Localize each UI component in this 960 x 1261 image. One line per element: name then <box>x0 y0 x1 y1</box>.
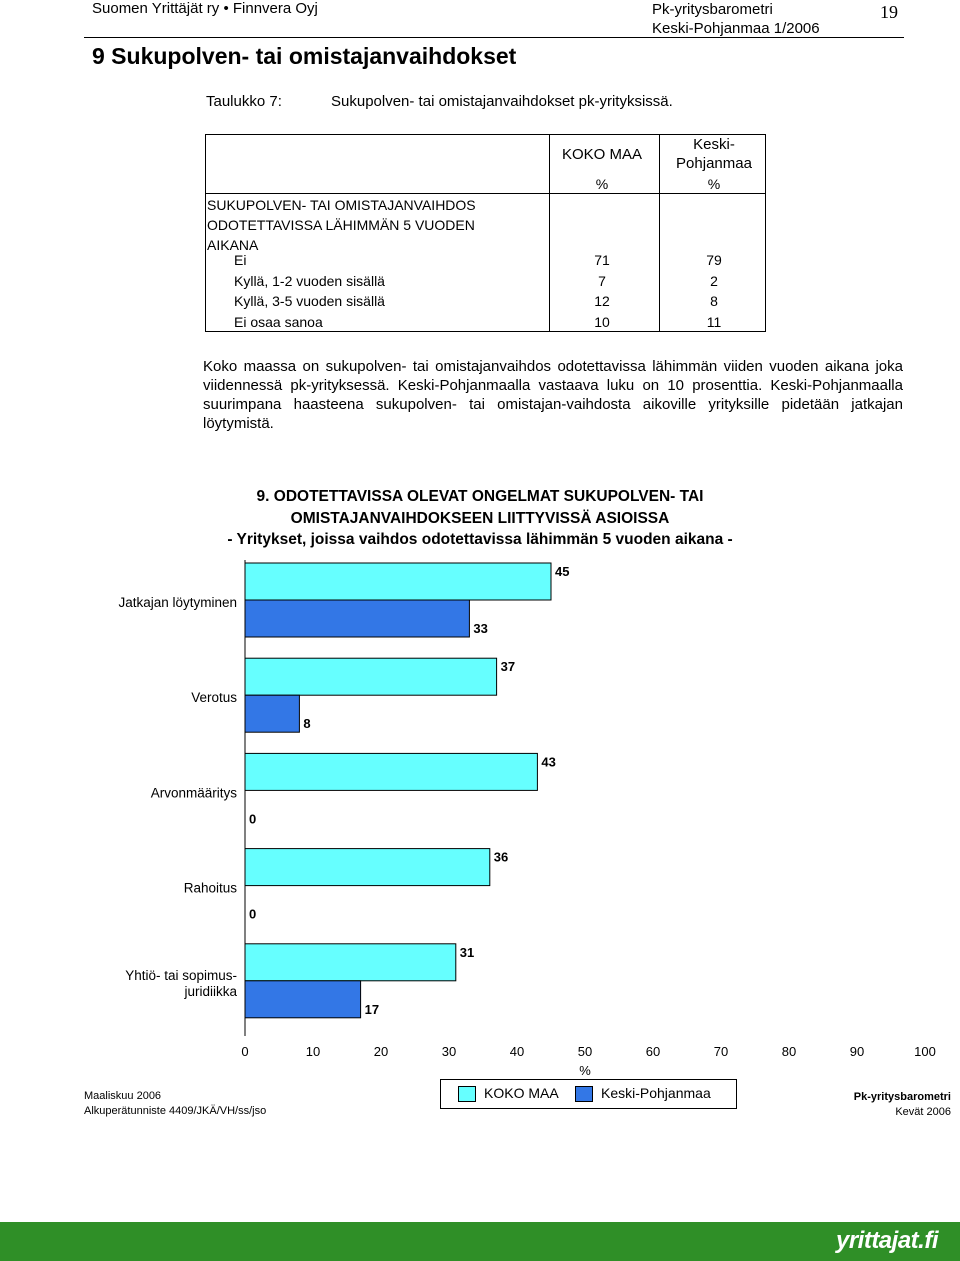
chart-subtitle: - Yritykset, joissa vaihdos odotettavissa lähimmän 5 vuoden aikana - <box>227 531 733 548</box>
x-tick-label: 60 <box>645 1044 661 1059</box>
header-publication <box>652 0 820 38</box>
x-tick-label: 50 <box>577 1044 593 1059</box>
chart-legend <box>440 1079 737 1109</box>
header-divider <box>84 37 904 38</box>
table-group-line: SUKUPOLVEN- TAI OMISTAJANVAIHDOS <box>207 197 476 213</box>
table-row-label: Ei <box>234 252 247 268</box>
table-col-header-koko-maa: KOKO MAA <box>561 146 643 163</box>
category-label: Arvonmääritys <box>150 785 237 801</box>
x-tick-label: 0 <box>241 1044 249 1059</box>
bar <box>245 695 299 732</box>
legend-label-koko-maa: KOKO MAA <box>484 1085 559 1101</box>
table-unit: % <box>595 176 609 192</box>
table-row-label: Kyllä, 3-5 vuoden sisällä <box>234 293 385 309</box>
chart-title-line: 9. ODOTETTAVISSA OLEVAT ONGELMAT SUKUPOLVEN- TAI <box>256 488 704 505</box>
data-label: 0 <box>249 811 257 827</box>
table-caption: Sukupolven- tai omistajanvaihdokset pk-yrityksissä. <box>331 93 673 110</box>
header-publisher: Suomen Yrittäjät ry • Finnvera Oyj <box>92 0 318 17</box>
table-cell: 10 <box>594 314 610 330</box>
legend-swatch-keski-pohjanmaa <box>575 1086 593 1102</box>
category-label: Verotus <box>191 690 237 706</box>
bar-chart <box>0 555 960 1075</box>
data-label: 33 <box>473 621 488 636</box>
category-label: juridiikka <box>184 983 237 999</box>
bar <box>245 658 497 695</box>
legend-swatch-koko-maa <box>458 1086 476 1102</box>
data-label: 37 <box>500 659 516 675</box>
x-tick-label: 20 <box>373 1044 389 1059</box>
bar <box>245 600 469 637</box>
table-cell: 2 <box>710 273 718 289</box>
category-label: Yhtiö- tai sopimus- <box>125 967 237 983</box>
table-cell: 11 <box>706 314 722 330</box>
page-number: 19 <box>880 2 898 22</box>
table-header-rule <box>205 193 765 194</box>
x-tick-label: 70 <box>713 1044 729 1059</box>
brand-bar <box>0 1222 960 1261</box>
category-label: Jatkajan löytyminen <box>118 595 237 610</box>
data-label: 0 <box>249 906 257 922</box>
table-cell: 8 <box>710 293 718 309</box>
table-row-label: Kyllä, 1-2 vuoden sisällä <box>234 273 385 289</box>
table-col-divider <box>659 134 660 331</box>
footer-season: Kevät 2006 <box>895 1106 951 1118</box>
bar <box>245 944 456 981</box>
x-tick-label: 10 <box>305 1044 321 1059</box>
brand-logo[interactable]: yrittajat.fi <box>835 1227 938 1254</box>
table-col-header-line: Pohjanmaa <box>676 155 752 172</box>
x-tick-label: 30 <box>441 1044 457 1059</box>
table-row-label: Ei osaa sanoa <box>234 314 323 330</box>
table-col-header-line: Keski- <box>693 136 735 153</box>
x-tick-label: 40 <box>509 1044 525 1059</box>
data-label: 31 <box>459 944 475 960</box>
x-tick-label: 90 <box>849 1044 865 1059</box>
table-unit: % <box>707 176 721 192</box>
footer-publication: Pk-yritysbarometri <box>853 1091 951 1103</box>
footer-right <box>800 1090 951 1120</box>
table-cell: 71 <box>594 252 610 268</box>
table-cell: 12 <box>594 293 610 309</box>
header-publication-issue: Keski-Pohjanmaa 1/2006 <box>652 20 820 37</box>
x-axis-label: % <box>579 1063 591 1075</box>
data-table <box>205 134 766 332</box>
footer-reference: Alkuperätunniste 4409/JKÄ/VH/ss/jso <box>84 1105 267 1117</box>
category-label: Rahoitus <box>183 880 237 896</box>
table-cell: 79 <box>706 252 722 268</box>
legend-label-keski-pohjanmaa: Keski-Pohjanmaa <box>601 1085 711 1101</box>
x-tick-label: 100 <box>914 1044 936 1059</box>
data-label: 36 <box>493 849 509 865</box>
bar <box>245 849 490 886</box>
footer-date: Maaliskuu 2006 <box>84 1090 162 1102</box>
data-label: 8 <box>303 716 311 732</box>
footer-left <box>84 1089 266 1119</box>
bar <box>245 563 551 600</box>
table-group-label <box>207 195 476 255</box>
chart-title <box>160 486 800 551</box>
section-title: 9 Sukupolven- tai omistajanvaihdokset <box>92 43 517 69</box>
header-publication-title: Pk-yritysbarometri <box>652 1 773 18</box>
bar <box>245 981 361 1018</box>
table-col-header-keski-pohjanmaa <box>661 135 767 173</box>
body-paragraph: Koko maassa on sukupolven- tai omistajanvaihdos odotettavissa lähimmän viiden vuoden aikana joka viidennessä pk-yrityksessä. Keski-Pohjanmaalla vastaava luku on 10 prosenttia. Keski-Pohjanmaalla suurimpana haasteena sukupolven- tai omistajan-vaihdosta aikoville yrityksille pidetään jatkajan löytymistä. <box>203 358 903 432</box>
data-label: 45 <box>555 564 570 579</box>
table-group-line: ODOTETTAVISSA LÄHIMMÄN 5 VUODEN <box>207 217 475 233</box>
table-cell: 7 <box>598 273 606 289</box>
x-tick-label: 80 <box>781 1044 797 1059</box>
chart-title-line: OMISTAJANVAIHDOKSEEN LIITTYVISSÄ ASIOISSA <box>290 509 670 527</box>
data-label: 43 <box>541 754 556 770</box>
table-label: Taulukko 7: <box>206 93 282 110</box>
data-label: 17 <box>364 1001 380 1017</box>
table-group-line: AIKANA <box>207 237 259 253</box>
bar <box>245 753 537 790</box>
